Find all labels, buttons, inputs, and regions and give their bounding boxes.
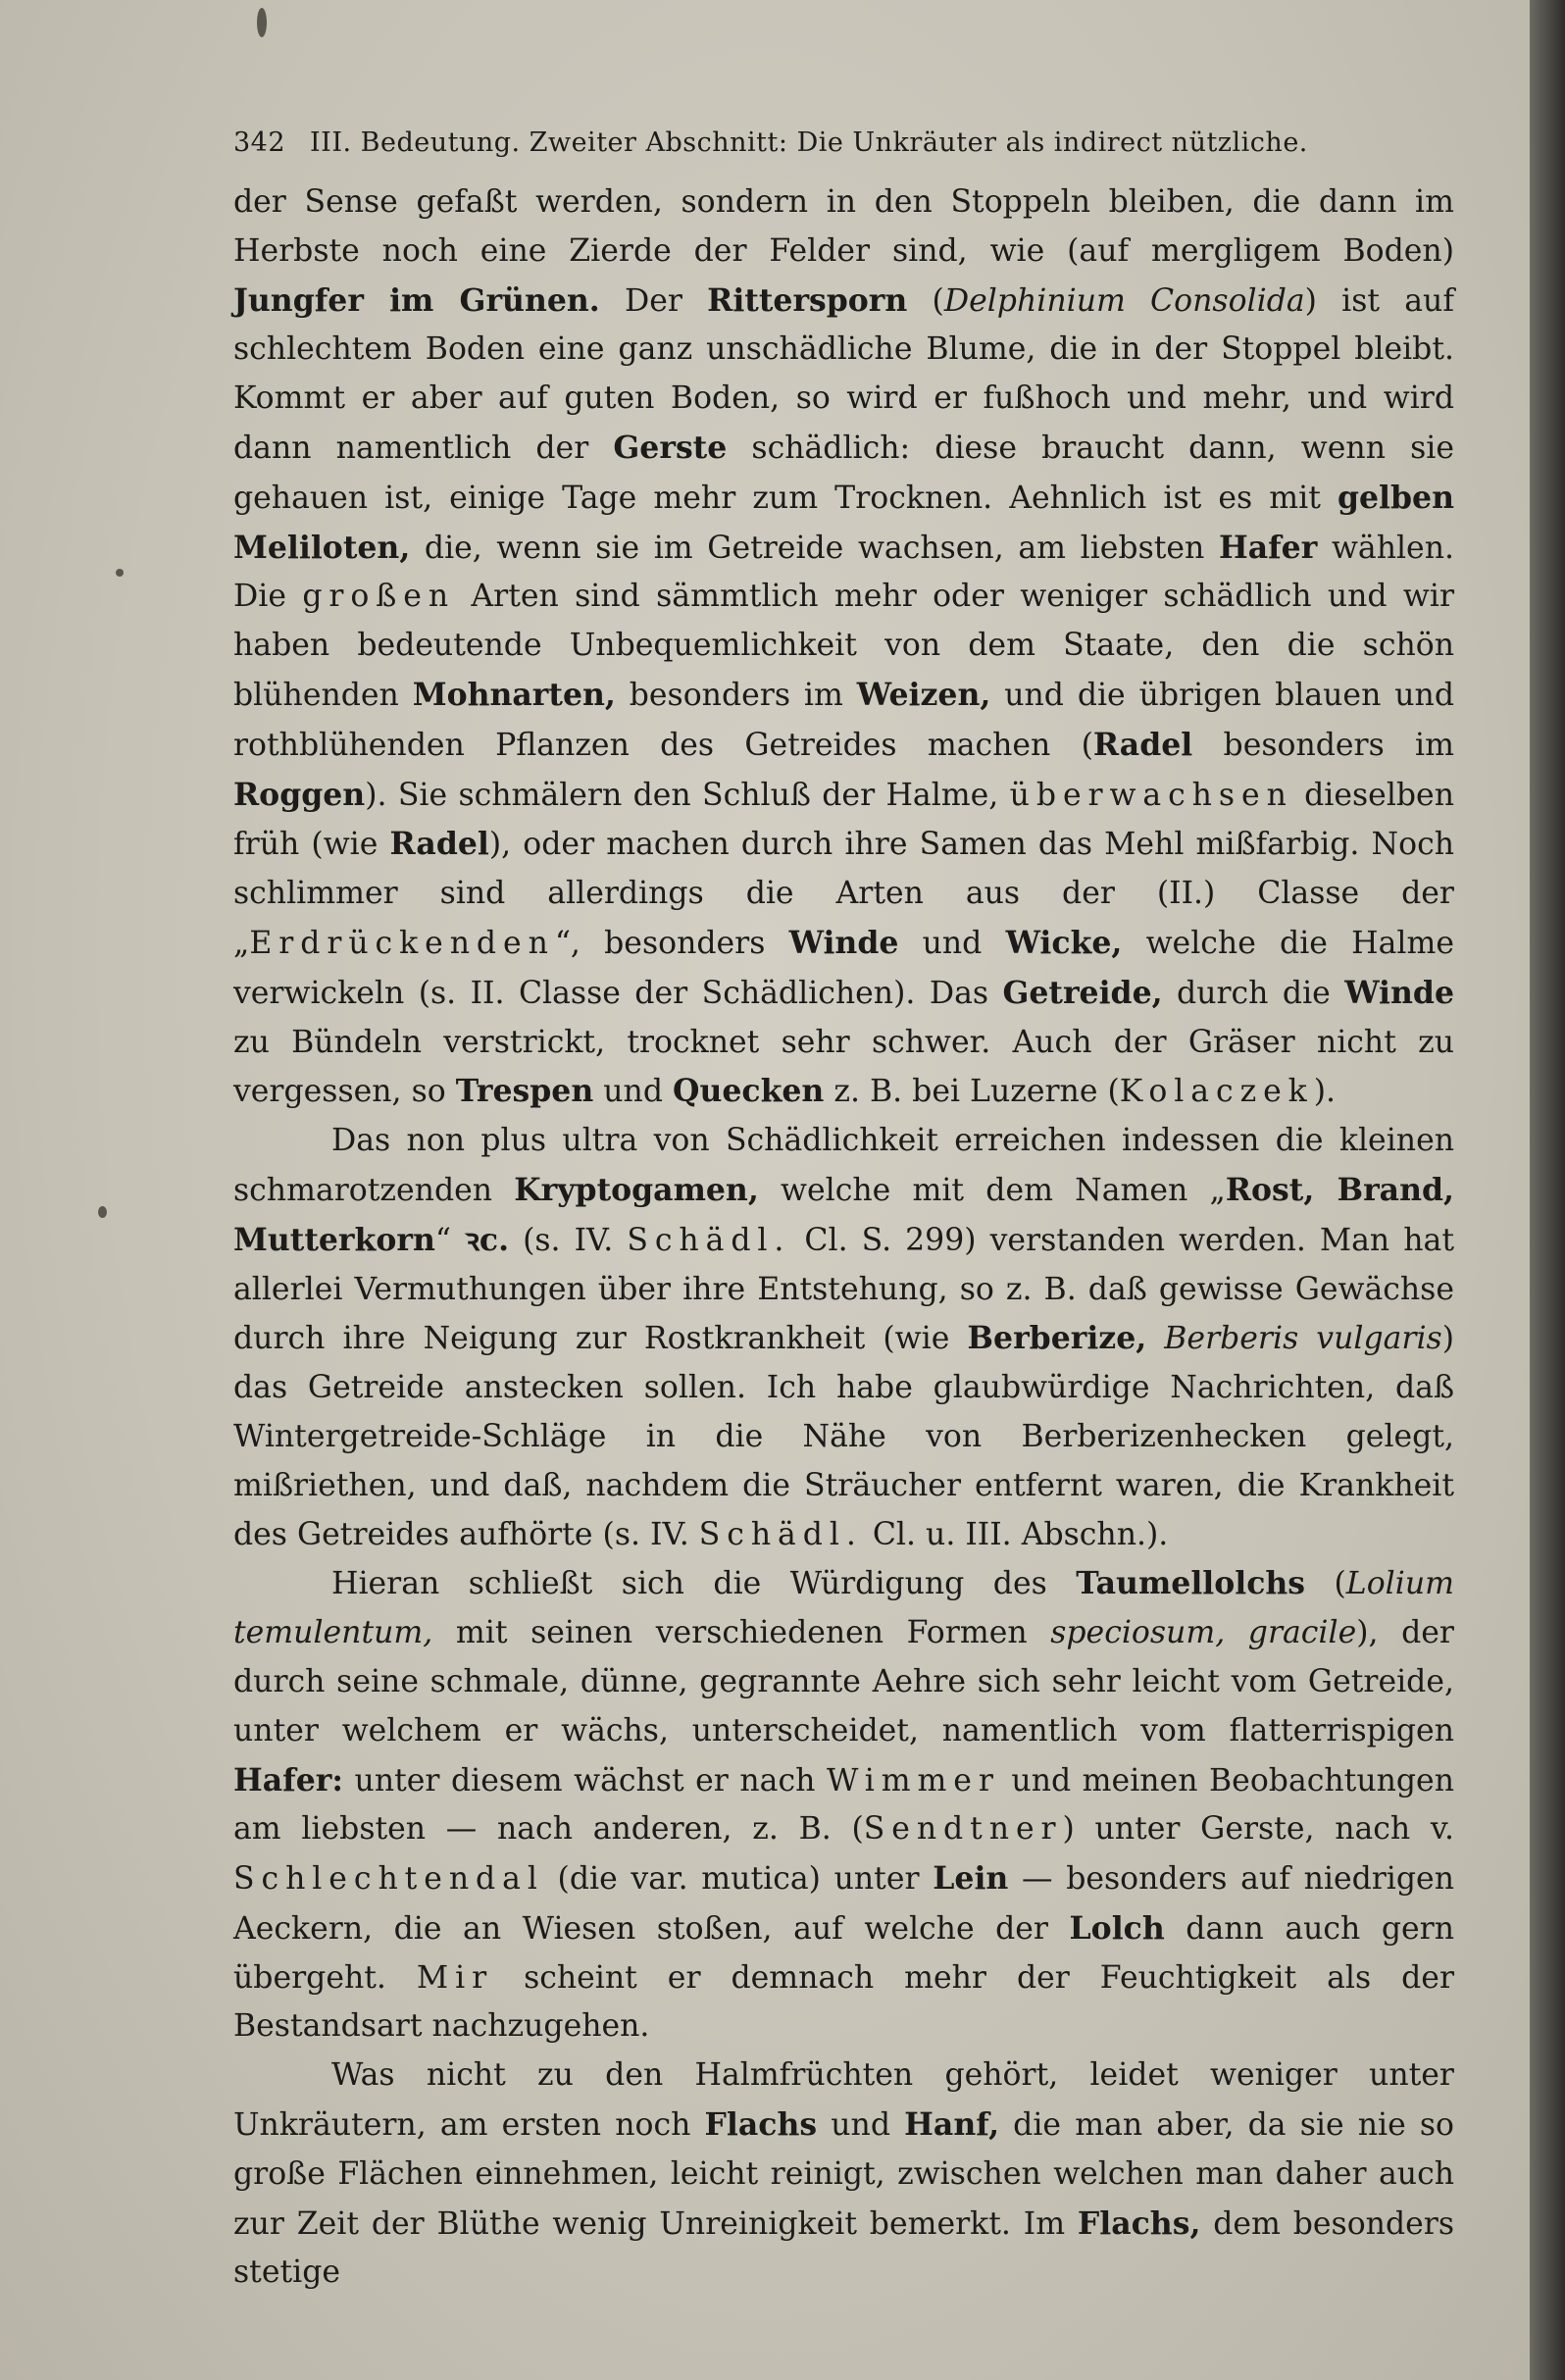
ink-speck [116, 569, 124, 577]
paragraph: der Sense gefaßt werden, sondern in den Stoppeln bleiben, die dann im Herbste noch eine Zierde der Felder sind, wie (auf mergligem Boden) Jungfer im Grünen. Der Rittersporn (Delphinium Consolida) ist auf schlechtem Boden eine ganz unschädliche Blume, die in der Stoppel bleibt. Kommt er aber auf guten Boden, so wird er fußhoch und mehr, und wird dann namentlich der Gerste schädlich: diese braucht dann, wenn sie gehauen ist, einige Tage mehr zum Trocknen. Aehnlich ist es mit gelben Meliloten, die, wenn sie im Getreide wachsen, am liebsten Hafer wählen. Die großen Arten sind sämmtlich mehr oder weniger schädlich und wir haben bedeutende Unbequemlichkeit von dem Staate, den die schön blühenden Mohnarten, besonders im Weizen, und die übrigen blauen und rothblühenden Pflanzen des Getreides machen (Radel besonders im Roggen). Sie schmälern den Schluß der Halme, überwachsen dieselben früh (wie Radel), oder machen durch ihre Samen das Mehl mißfarbig. Noch schlimmer sind allerdings die Arten aus der (II.) Classe der „Erdrückenden“, besonders Winde und Wicke, welche die Halme verwickeln (s. II. Classe der Schädlichen). Das Getreide, durch die Winde zu Bündeln verstrickt, trocknet sehr schwer. Auch der Gräser nicht zu vergessen, so Trespen und Quecken z. B. bei Luzerne (Kolaczek). [233, 184, 1455, 1110]
page-edge-shadow [1530, 0, 1565, 2380]
ink-blot [257, 8, 267, 37]
paragraph: Das non plus ultra von Schädlichkeit erreichen indessen die kleinen schmarotzenden Kryptogamen, welche mit dem Namen „Rost, Brand, Mutterkorn“ ꝛc. (s. IV. Schädl. Cl. S. 299) verstanden werden. Man hat allerlei Vermuthungen über ihre Entstehung, so z. B. daß gewisse Gewächse durch ihre Neigung zur Rostkrankheit (wie Berberize, Berberis vulgaris) das Getreide anstecken sollen. Ich habe glaubwürdige Nachrichten, daß Wintergetreide-Schläge in die Nähe von Berberizenhecken gelegt, mißriethen, und daß, nachdem die Sträucher entfernt waren, die Krankheit des Getreides aufhörte (s. IV. Schädl. Cl. u. III. Abschn.). [233, 1123, 1454, 1552]
running-head [233, 127, 1454, 178]
body-text [233, 178, 1454, 2298]
ink-speck [98, 1206, 107, 1218]
paragraph: Hieran schließt sich die Würdigung des Taumellolchs (Lolium temulentum, mit seinen verschiedenen Formen speciosum, gracile), der durch seine schmale, dünne, gegrannte Aehre sich sehr leicht vom Getreide, unter welchem er wächs, unterscheidet, namentlich vom flatterrispigen Hafer: unter diesem wächst er nach Wimmer und meinen Beobachtungen am liebsten — nach anderen, z. B. (Sendtner) unter Gerste, nach v. Schlechtendal (die var. mutica) unter Lein — besonders auf niedrigen Aeckern, die an Wiesen stoßen, auf welche der Lolch dann auch gern übergeht. Mir scheint er demnach mehr der Feuchtigkeit als der Bestandsart nachzugehen. [233, 1565, 1455, 2045]
paragraph: Was nicht zu den Halmfrüchten gehört, leidet weniger unter Unkräutern, am ersten noch Flachs und Hanf, die man aber, da sie nie so große Flächen einnehmen, leicht reinigt, zwischen welchen man daher auch zur Zeit der Blüthe wenig Unreinigkeit bemerkt. Im Flachs, dem besonders stetige [233, 2057, 1454, 2291]
page-number: 342 [233, 127, 286, 158]
page-content [233, 127, 1454, 2298]
running-title: III. Bedeutung. Zweiter Abschnitt: Die Unkräuter als indirect nützliche. [310, 127, 1308, 158]
